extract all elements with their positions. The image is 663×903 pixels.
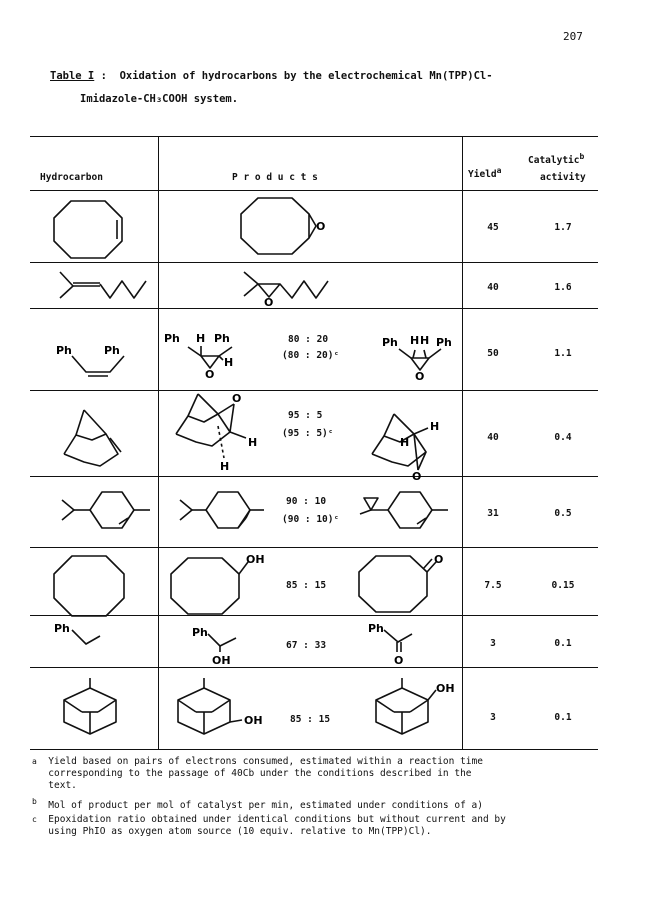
- cyclooctanone-ring: [359, 556, 427, 612]
- yield-row-2: 40: [487, 282, 499, 293]
- trans-epoxide-bond: [429, 349, 441, 358]
- trans-epoxide-bond: [399, 349, 411, 358]
- activity-row-6: 0.15: [551, 580, 575, 591]
- alkyl-chain: [100, 281, 146, 298]
- ratio-row-5-c: (90 : 10)ᶜ: [282, 514, 340, 525]
- atom-label-h: H: [220, 460, 230, 473]
- footnote-a-text: Yield based on pairs of electrons consumed, estimated within a reaction time corresponding to the passage of 40Cb under the conditions described in the text.: [48, 756, 483, 791]
- cis-epoxide-bond: [219, 347, 232, 356]
- atom-label-o: O: [316, 220, 326, 233]
- yield-row-7: 3: [490, 638, 496, 649]
- atom-label-h: H: [430, 420, 440, 433]
- atom-label-ph: Ph: [192, 626, 208, 639]
- limonene-isopropenyl: [62, 500, 74, 520]
- epoxide-chain: [244, 272, 258, 296]
- stilbene-bonds: [72, 356, 124, 372]
- 2-adamantanol: [376, 678, 436, 734]
- atom-label-h: H: [410, 334, 420, 347]
- norbornane-frame: [176, 414, 230, 446]
- atom-label-ph: Ph: [382, 336, 398, 349]
- atom-label-o: O: [205, 368, 215, 381]
- limonene-oxide-ring: [206, 492, 250, 528]
- atom-label-h: H: [224, 356, 234, 369]
- header-activity: activity: [540, 172, 586, 183]
- footnote-a: [32, 756, 483, 792]
- yield-footnote-mark: a: [496, 166, 502, 175]
- atom-label-h: H: [196, 332, 206, 345]
- atom-label-o: O: [415, 370, 425, 383]
- yield-label: Yield: [468, 169, 497, 181]
- footnote-mark-c: c: [32, 815, 37, 824]
- yield-row-8: 3: [490, 712, 496, 723]
- atom-label-ph: Ph: [214, 332, 230, 345]
- caption-separator: :: [94, 70, 120, 82]
- atom-label-h: H: [248, 436, 258, 449]
- epoxide-bond: [309, 226, 316, 238]
- footnote-b: [32, 796, 483, 812]
- activity-row-7: 0.1: [554, 638, 572, 649]
- endo-norbornane-frame: [372, 434, 426, 466]
- adamantane: [64, 678, 116, 734]
- atom-label-ph: Ph: [368, 622, 384, 635]
- cyclooctene-oxide-ring: [241, 198, 309, 254]
- page-number: 207: [563, 30, 583, 43]
- catalytic-label: Catalytic: [528, 155, 580, 167]
- epoxide-bond: [309, 214, 316, 226]
- epoxide-alkyl: [280, 281, 328, 298]
- activity-row-1: 1.7: [554, 222, 572, 233]
- ratio-row-7: 67 : 33: [286, 640, 327, 651]
- catalytic-footnote-mark: b: [579, 152, 585, 161]
- ratio-row-3: 80 : 20: [288, 334, 329, 345]
- yield-row-3: 50: [487, 348, 499, 359]
- atom-label-o: O: [394, 654, 404, 667]
- atom-label-ph: Ph: [436, 336, 452, 349]
- footnote-b-text: Mol of product per mol of catalyst per min, estimated under conditions of a): [48, 800, 483, 812]
- atom-label-o: O: [412, 470, 422, 483]
- table-label: Table I: [50, 70, 95, 82]
- activity-row-8: 0.1: [554, 712, 572, 723]
- atom-label-oh: OH: [246, 553, 265, 566]
- yield-row-1: 45: [487, 222, 499, 233]
- caption-text: Oxidation of hydrocarbons by the electrochemical Mn(TPP)Cl-: [119, 70, 493, 82]
- activity-row-2: 1.6: [554, 282, 572, 293]
- 1-adamantanol: [178, 678, 242, 734]
- atom-label-oh: OH: [212, 654, 231, 667]
- atom-label-oh: OH: [244, 714, 263, 727]
- yield-row-5: 31: [487, 508, 499, 519]
- acetophenone: [384, 630, 412, 642]
- cyclooctanol-ring: [171, 558, 239, 614]
- phenylethanol: [208, 634, 236, 646]
- header-hydrocarbon: Hydrocarbon: [40, 172, 103, 183]
- ratio-row-4-c: (95 : 5)ᶜ: [282, 428, 334, 439]
- exo-epoxide-ring: [364, 498, 378, 510]
- alkene-chain: [60, 272, 73, 298]
- ratio-row-3-c: (80 : 20)ᶜ: [282, 350, 340, 361]
- yield-row-4: 40: [487, 432, 499, 443]
- cyclooctane-ring: [54, 556, 124, 616]
- atom-label-o: O: [264, 296, 274, 309]
- atom-label-ph: Ph: [104, 344, 120, 357]
- atom-label-ph: Ph: [56, 344, 72, 357]
- atom-label-h: H: [400, 436, 410, 449]
- yield-row-6: 7.5: [484, 580, 502, 591]
- atom-label-o: O: [232, 392, 242, 405]
- ratio-row-8: 85 : 15: [290, 714, 331, 725]
- footnote-c-text: Epoxidation ratio obtained under identical conditions but without current and by using PhIO as oxygen atom source (10 equiv. relative to Mn(TPP)Cl).: [48, 814, 506, 837]
- activity-row-4: 0.4: [554, 432, 572, 443]
- activity-row-5: 0.5: [554, 508, 572, 519]
- ratio-row-6: 85 : 15: [286, 580, 327, 591]
- trans-epoxide-ring: [411, 358, 429, 370]
- cyclooctene-ring: [54, 201, 122, 258]
- limonene-ring: [90, 492, 134, 528]
- atom-label-h: H: [420, 334, 430, 347]
- ethylbenzene: [72, 630, 100, 644]
- atom-label-oh: OH: [436, 682, 455, 695]
- footnote-mark-b: b: [32, 797, 37, 806]
- exo-epoxide: [218, 404, 234, 414]
- cis-epoxide-bond: [188, 347, 201, 356]
- table-caption-line2: Imidazole-CH₃COOH system.: [80, 93, 239, 105]
- activity-row-3: 1.1: [554, 348, 572, 359]
- atom-label-o: O: [434, 553, 444, 566]
- cis-epoxide-ring: [201, 356, 219, 368]
- atom-label-ph: Ph: [164, 332, 180, 345]
- ratio-row-5: 90 : 10: [286, 496, 327, 507]
- ratio-row-4: 95 : 5: [288, 410, 323, 421]
- footnote-mark-a: a: [32, 757, 37, 766]
- atom-label-ph: Ph: [54, 622, 70, 635]
- header-products: P r o d u c t s: [232, 172, 318, 183]
- footnote-c: [32, 814, 506, 838]
